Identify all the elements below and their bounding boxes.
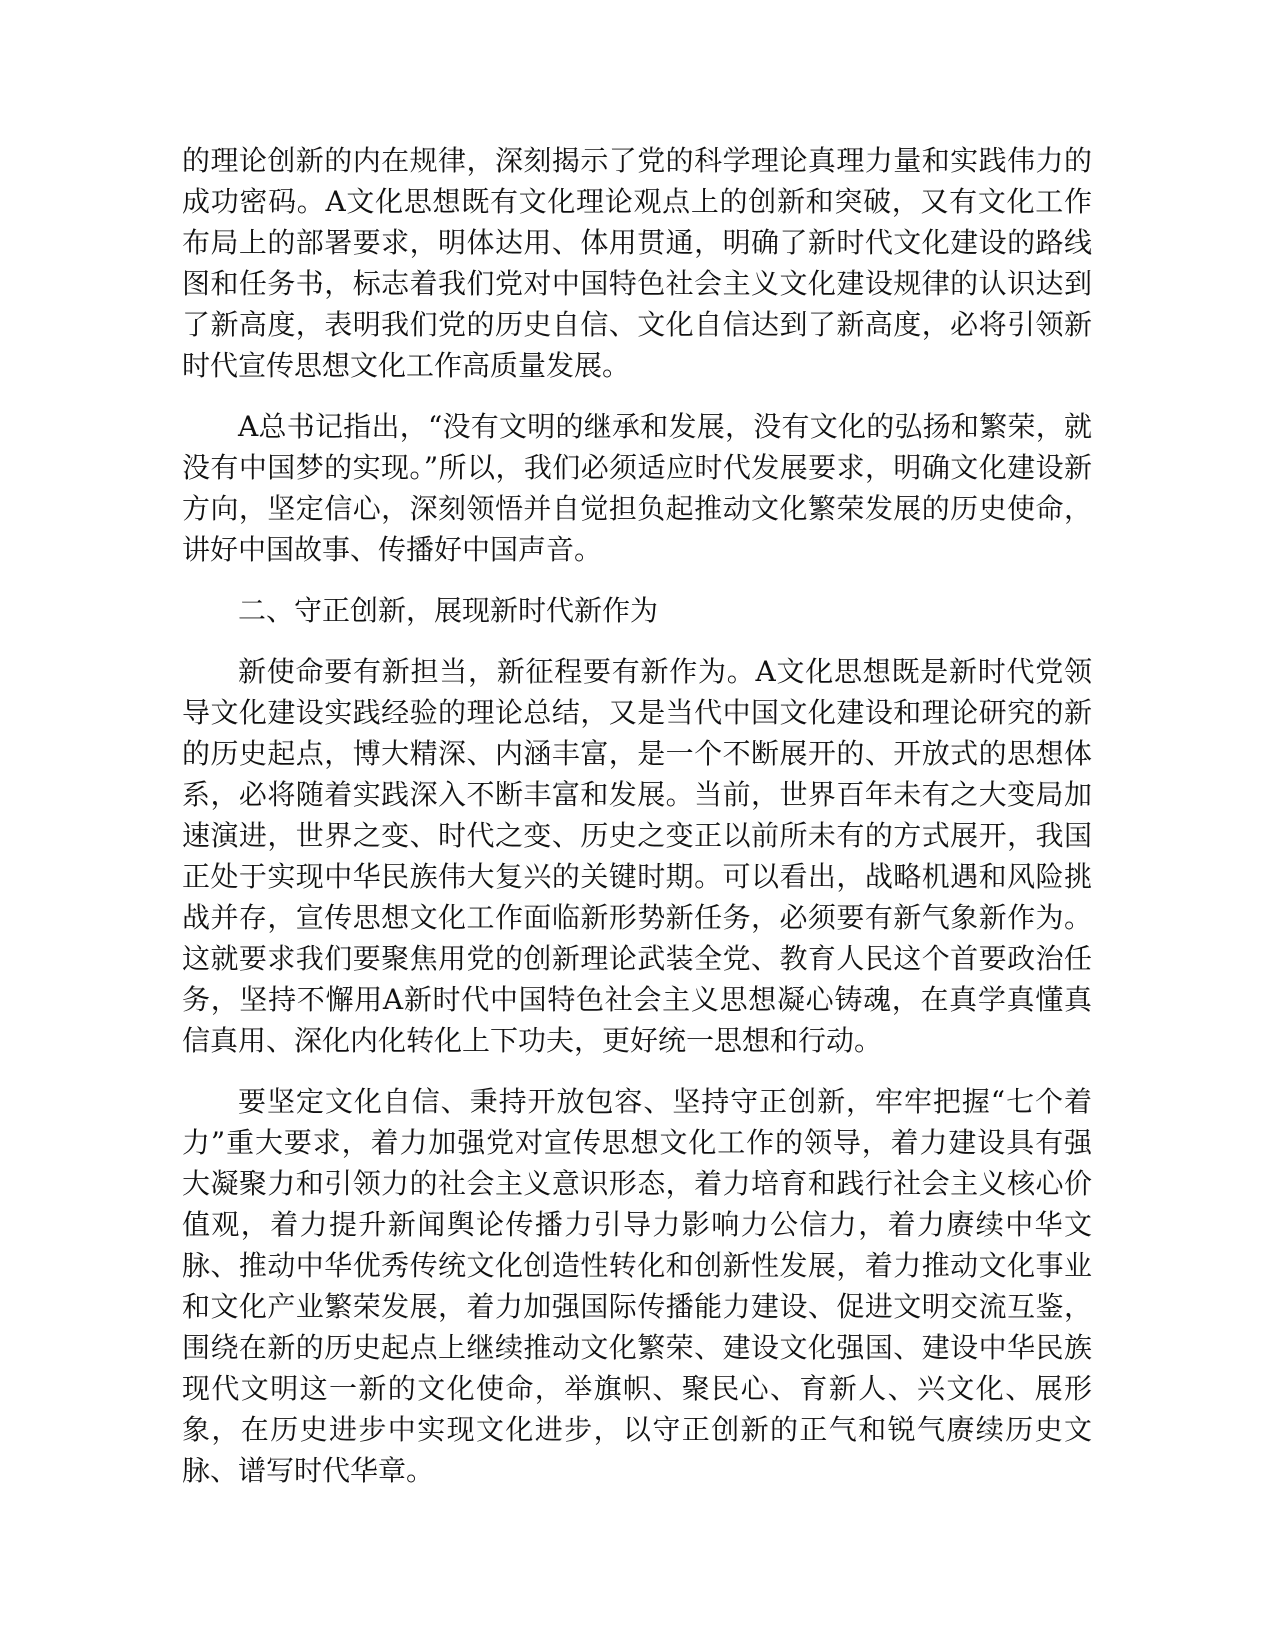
paragraph-seven-efforts: 要坚定文化自信、秉持开放包容、坚持守正创新，牢牢把握“七个着力”重大要求，着力加强党对宣传思想文化工作的领导，着力建设具有强大凝聚力和引领力的社会主义意识形态，着力培育和践行社会主义核心价值观，着力提升新闻舆论传播力引导力影响力公信力，着力赓续中华文脉、推动中华优秀传统文化创造性转化和创新性发展，着力推动文化事业和文化产业繁荣发展，着力加强国际传播能力建设、促进文明交流互鉴，围绕在新的历史起点上继续推动文化繁荣、建设文化强国、建设中华民族现代文明这一新的文化使命，举旗帜、聚民心、育新人、兴文化、展形象，在历史进步中实现文化进步，以守正创新的正气和锐气赓续历史文脉、谱写时代华章。 [182,1085,1092,1487]
paragraph-quote: A总书记指出，“没有文明的继承和发展，没有文化的弘扬和繁荣，就没有中国梦的实现。”所以，我们必须适应时代发展要求，明确文化建设新方向，坚定信心，深刻领悟并自觉担负起推动文化繁荣发展的历史使命，讲好中国故事、传播好中国声音。 [182,410,1092,566]
paragraph-continued: 的理论创新的内在规律，深刻揭示了党的科学理论真理力量和实践伟力的成功密码。A文化思想既有文化理论观点上的创新和突破，又有文化工作布局上的部署要求，明体达用、体用贯通，明确了新时代文化建设的路线图和任务书，标志着我们党对中国特色社会主义文化建设规律的认识达到了新高度，表明我们党的历史自信、文化自信达到了新高度，必将引领新时代宣传思想文化工作高质量发展。 [182,144,1092,382]
section-heading: 二、守正创新，展现新时代新作为 [238,594,659,627]
document-page [182,140,1092,1511]
paragraph-new-mission: 新使命要有新担当，新征程要有新作为。A文化思想既是新时代党领导文化建设实践经验的理论总结，又是当代中国文化建设和理论研究的新的历史起点，博大精深、内涵丰富，是一个不断展开的、开放式的思想体系，必将随着实践深入不断丰富和发展。当前，世界百年未有之大变局加速演进，世界之变、时代之变、历史之变正以前所未有的方式展开，我国正处于实现中华民族伟大复兴的关键时期。可以看出，战略机遇和风险挑战并存，宣传思想文化工作面临新形势新任务，必须要有新气象新作为。这就要求我们要聚焦用党的创新理论武装全党、教育人民这个首要政治任务，坚持不懈用A新时代中国特色社会主义思想凝心铸魂，在真学真懂真信真用、深化内化转化上下功夫，更好统一思想和行动。 [182,655,1092,1057]
